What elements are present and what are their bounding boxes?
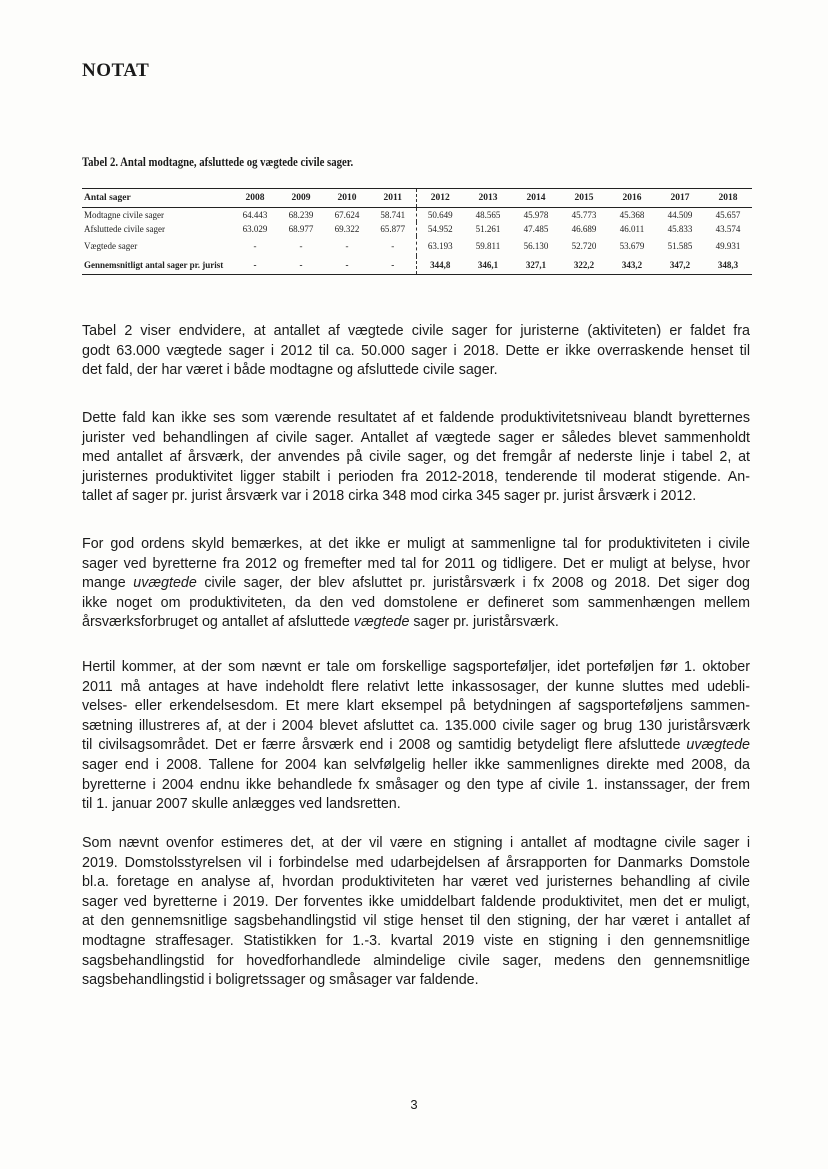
table-cell: -: [299, 241, 303, 251]
column-header: 2016: [622, 193, 642, 203]
table-cell: 48.565: [475, 210, 501, 220]
table-cell: 58.741: [380, 210, 406, 220]
text-line: sager end i 2008. Tallene for 2004 kan selvfølgelig heller ikke sammenlignes direkte med 2008, da: [82, 756, 750, 773]
case-statistics-table: [82, 188, 752, 275]
column-header: 2009: [291, 193, 311, 203]
text-line: det fald, der har været i både modtagne og afsluttede civile sager.: [82, 362, 498, 379]
table-cell: 53.679: [619, 241, 645, 251]
text-line: velses- eller erkendelsesdom. Et mere klart eksempel på betydningen af sagsporteføljens sammen-: [82, 698, 750, 715]
column-header: 2017: [670, 193, 690, 203]
text-line: 2011 må antages at have indeholdt flere relativt lette inkassosager, der kunne sluttes med udebli-: [82, 678, 750, 695]
column-header: Antal sager: [84, 193, 131, 203]
table-cell: 45.833: [667, 224, 693, 234]
paragraph-outlook: [82, 834, 750, 991]
table-cell: 68.239: [288, 210, 314, 220]
table-row: [82, 236, 752, 256]
table-cell: 45.368: [619, 210, 645, 220]
table-cell: 45.773: [571, 210, 597, 220]
column-header: 2012: [416, 189, 464, 208]
text-line: bl.a. foretage en analyse af, hvordan produktiviteten har været ved juristernes behandling af civile: [82, 874, 750, 891]
row-label: Vægtede sager: [84, 241, 138, 251]
table-cell: -: [253, 260, 257, 270]
text-line: at den gennemsnitlige sagsbehandlingstid vil stige henset til den stigning, der har været i antallet af: [82, 913, 750, 930]
table-cell: 343,2: [621, 260, 643, 270]
text-line: Tabel 2 viser endvidere, at antallet af vægtede civile sager for juristerne (aktiviteten) er faldet fra: [82, 323, 750, 339]
table-cell: 59.811: [475, 241, 501, 251]
table-row: [82, 208, 752, 223]
column-header: 2013: [478, 193, 498, 203]
table-cell: 54.952: [416, 222, 464, 236]
table-cell: -: [299, 260, 303, 270]
text-line: juristernes produktivitet ligger stabilt i perioden fra 2012-2018, tenderende til moderat stigende. An-: [82, 468, 750, 485]
text-line: 2019. Domstolsstyrelsen vil i forbindelse med udarbejdelsen af årsrapporten for Danmarks Domstole: [82, 854, 750, 871]
table-cell: 346,1: [477, 260, 499, 270]
text-line: sætning illustreres af, at der i 2004 blevet afsluttet ca. 135.000 civile sager og brug 130 juristårsværk: [82, 717, 750, 734]
text-line: godt 63.000 vægtede sager i 2012 til ca. 50.000 sager i 2018. Dette er ikke overraskende henset til: [82, 342, 750, 359]
text-line: byretterne i 2004 endnu ikke behandlede fx småsager og den type af civile 1. instanssager, der frem: [82, 776, 750, 793]
table-cell: 322,2: [573, 260, 595, 270]
text-line: mange uvægtede civile sager, der blev afsluttet pr. juristårsværk i fx 2008 og 2018. Det siger dog: [82, 575, 750, 592]
table-cell: 43.574: [715, 224, 741, 234]
paragraph-portfolio: [82, 658, 750, 815]
row-label: Modtagne civile sager: [84, 210, 164, 220]
text-line: sagsbehandlingstid i boligretssager og småsager var faldende.: [82, 972, 479, 989]
table-row: [82, 256, 752, 275]
table-cell: 46.689: [571, 224, 597, 234]
table-cell: 44.509: [667, 210, 693, 220]
paragraph-comparability: [82, 535, 750, 633]
table-cell: 46.011: [619, 224, 645, 234]
column-header: 2011: [383, 193, 402, 203]
text-line: til civilsagsområdet. Det er færre årsværk end i 2008 og samtidig betydeligt flere afsluttede uvægtede: [82, 737, 750, 754]
text-line: med antallet af årsværk, der anvendes på civile sager, og det fremgår af nederste linje i tabel 2, at: [82, 449, 750, 466]
text-line: sager ved byretterne fra 2012 og fremefter med tal for 2011 og tidligere. Det er muligt at belyse, hvor: [82, 555, 750, 572]
table-cell: -: [345, 260, 349, 270]
text-line: tallet af sager pr. jurist årsværk var i 2018 cirka 348 mod cirka 345 sager pr. jurist årsværk i 2012.: [82, 488, 697, 505]
row-label: Afsluttede civile sager: [84, 224, 165, 234]
table-cell: 49.931: [715, 241, 741, 251]
table-cell: 50.649: [416, 208, 464, 223]
text-line: til 1. januar 2007 skulle anlægges ved landsretten.: [82, 796, 401, 813]
table-cell: 64.443: [242, 210, 268, 220]
text-line: jurister ved behandlingen af civile sager. Antallet af vægtede sager er således blevet sammenholdt: [82, 429, 750, 446]
table-cell: 47.485: [523, 224, 549, 234]
table-cell: 45.978: [523, 210, 549, 220]
table-cell: 67.624: [334, 210, 360, 220]
table-cell: 56.130: [523, 241, 549, 251]
table-header-row: [82, 189, 752, 208]
text-line: årsværksforbruget og antallet af afsluttede vægtede sager pr. juristårsværk.: [82, 614, 559, 631]
table-caption: Tabel 2. Antal modtagne, afsluttede og vægtede civile sager.: [82, 155, 354, 169]
text-line: Hertil kommer, at der som nævnt er tale om forskellige sagsporteføljer, idet porteføljen før 1. oktober: [82, 659, 750, 675]
column-header: 2010: [337, 193, 357, 203]
table-cell: 45.657: [715, 210, 741, 220]
table-cell: 69.322: [334, 224, 360, 234]
document-heading: NOTAT: [82, 60, 150, 81]
table-cell: 347,2: [669, 260, 691, 270]
text-line: Dette fald kan ikke ses som værende resultatet af et faldende produktivitetsniveau blandt byretternes: [82, 410, 750, 426]
table-cell: -: [345, 241, 349, 251]
page-number: 3: [410, 1097, 418, 1112]
column-header: 2018: [718, 193, 738, 203]
table-cell: 51.261: [475, 224, 501, 234]
table-cell: 65.877: [380, 224, 406, 234]
column-header: 2008: [245, 193, 265, 203]
table-cell: 68.977: [288, 224, 314, 234]
column-header: 2015: [574, 193, 594, 203]
text-line: For god ordens skyld bemærkes, at det ikke er muligt at sammenligne tal for produktiviteten i civile: [82, 536, 750, 552]
table-cell: -: [391, 260, 395, 270]
table-cell: 63.029: [242, 224, 268, 234]
table-cell: 348,3: [717, 260, 739, 270]
text-line: sager ved byretterne i 2019. Der forventes ikke umiddelbart faldende produktivitet, men det er muligt,: [82, 893, 750, 910]
table-cell: 51.585: [667, 241, 693, 251]
row-label: Gennemsnitligt antal sager pr. jurist: [84, 260, 224, 270]
table-cell: 327,1: [525, 260, 547, 270]
table-cell: -: [253, 241, 257, 251]
text-line: modtagne straffesager. Statistikken for 1.-3. kvartal 2019 viste en stigning i den gennemsnitlige: [82, 932, 750, 949]
table-cell: 344,8: [416, 256, 464, 275]
table-cell: 52.720: [571, 241, 597, 251]
column-header: 2014: [526, 193, 546, 203]
paragraph-activity: [82, 322, 750, 381]
text-line: ikke noget om produktiviteten, da den ved domstolene er defineret som sammenhængen mellem: [82, 594, 750, 611]
table-cell: 63.193: [416, 236, 464, 256]
text-line: Som nævnt ovenfor estimeres det, at der vil være en stigning i antallet af modtagne civile sager i: [82, 835, 750, 851]
table-cell: -: [391, 241, 395, 251]
paragraph-productivity: [82, 409, 750, 507]
table-row: [82, 222, 752, 236]
text-line: sagsbehandlingstid for hovedforhandlede almindelige civile sager, medens den gennemsnitlige: [82, 952, 750, 969]
